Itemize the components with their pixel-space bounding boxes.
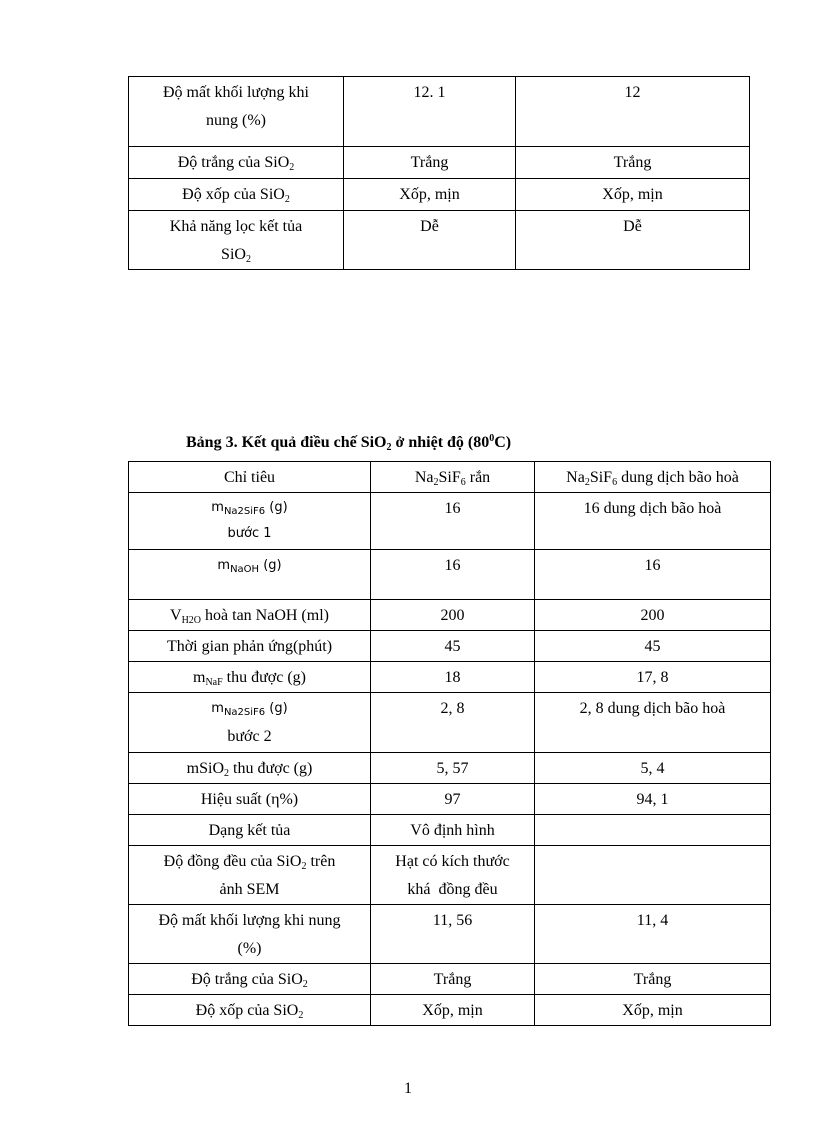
table-cell: 2, 8 bbox=[371, 693, 535, 753]
table-cell: Vô định hình bbox=[371, 815, 535, 846]
table-row bbox=[129, 211, 750, 270]
table-cell: 5, 57 bbox=[371, 753, 535, 784]
page-number: 1 bbox=[404, 1080, 412, 1097]
table-cell: Xốp, mịn bbox=[344, 179, 516, 211]
table-cell: Trắng bbox=[371, 964, 535, 995]
row-label: $m_{NaOH}$ (g) bbox=[129, 550, 371, 600]
table-row bbox=[129, 550, 771, 600]
table-cell: Xốp, mịn bbox=[516, 179, 750, 211]
row-label: $m_{Na2SiF6}$ (g) bước 2 bbox=[129, 693, 371, 753]
row-label: Độ xốp của SiO$_2$ bbox=[129, 995, 371, 1026]
table-cell bbox=[535, 846, 771, 905]
table-cell: 11, 56 bbox=[371, 905, 535, 964]
table-cell: 12 bbox=[516, 77, 750, 147]
table-cell: Xốp, mịn bbox=[535, 995, 771, 1026]
table-cell: 2, 8 dung dịch bão hoà bbox=[535, 693, 771, 753]
row-label: mSiO$_2$ thu được (g) bbox=[129, 753, 371, 784]
table-row bbox=[129, 753, 771, 784]
table-cell: Trắng bbox=[344, 147, 516, 179]
table-cell: 16 dung dịch bão hoà bbox=[535, 493, 771, 550]
results-table bbox=[128, 461, 771, 1026]
row-label: $m_{Na2SiF6}$ (g) bước 1 bbox=[129, 493, 371, 550]
table-cell: 16 bbox=[535, 550, 771, 600]
table-cell: 12. 1 bbox=[344, 77, 516, 147]
row-label: Độ trắng của SiO$_2$ bbox=[129, 964, 371, 995]
table-cell: Dễ bbox=[344, 211, 516, 270]
row-label: Độ trắng của SiO$_2$ bbox=[129, 147, 344, 179]
table-cell: 17, 8 bbox=[535, 662, 771, 693]
row-label: $V_{H2O}$ hoà tan NaOH (ml) bbox=[129, 600, 371, 631]
column-header: $Na_2SiF_6$ dung dịch bão hoà bbox=[535, 462, 771, 493]
table-row bbox=[129, 846, 771, 905]
table-cell: Xốp, mịn bbox=[371, 995, 535, 1026]
table-cell: 97 bbox=[371, 784, 535, 815]
table-continued bbox=[128, 76, 750, 270]
table-row bbox=[129, 179, 750, 211]
table-cell: Trắng bbox=[535, 964, 771, 995]
table-row bbox=[129, 815, 771, 846]
table-cell: Dễ bbox=[516, 211, 750, 270]
row-label: Độ mất khối lượng khi nung (%) bbox=[129, 77, 344, 147]
row-label: Độ đồng đều của SiO$_2$ trên ảnh SEM bbox=[129, 846, 371, 905]
table-row bbox=[129, 77, 750, 147]
row-label: Khả năng lọc kết tủa SiO$_2$ bbox=[129, 211, 344, 270]
table-row bbox=[129, 693, 771, 753]
table-cell: Hạt có kích thước khá đồng đều bbox=[371, 846, 535, 905]
row-label: $m_{NaF}$ thu được (g) bbox=[129, 662, 371, 693]
table-row bbox=[129, 784, 771, 815]
row-label: Độ mất khối lượng khi nung (%) bbox=[129, 905, 371, 964]
table-cell: 200 bbox=[371, 600, 535, 631]
table-cell: 45 bbox=[371, 631, 535, 662]
row-label: Độ xốp của SiO$_2$ bbox=[129, 179, 344, 211]
table-cell: 16 bbox=[371, 550, 535, 600]
row-label: Thời gian phản ứng(phút) bbox=[129, 631, 371, 662]
table-cell: 16 bbox=[371, 493, 535, 550]
table-cell: 200 bbox=[535, 600, 771, 631]
table-cell bbox=[535, 815, 771, 846]
row-label: Hiệu suất (η%) bbox=[129, 784, 371, 815]
table-cell: 11, 4 bbox=[535, 905, 771, 964]
table-row bbox=[129, 964, 771, 995]
table-cell: Trắng bbox=[516, 147, 750, 179]
table-row bbox=[129, 995, 771, 1026]
table-row bbox=[129, 600, 771, 631]
table-caption: Bảng 3. Kết quả điều chế SiO$_2$ ở nhiệt độ $(80^0C)$ bbox=[186, 433, 512, 453]
table-row bbox=[129, 147, 750, 179]
table-cell: 18 bbox=[371, 662, 535, 693]
table-row bbox=[129, 905, 771, 964]
column-header: $Na_2SiF_6$ rắn bbox=[371, 462, 535, 493]
table-cell: 5, 4 bbox=[535, 753, 771, 784]
row-label: Dạng kết tủa bbox=[129, 815, 371, 846]
table-header-row bbox=[129, 462, 771, 493]
table-cell: 94, 1 bbox=[535, 784, 771, 815]
table-row bbox=[129, 493, 771, 550]
column-header: Chỉ tiêu bbox=[129, 462, 371, 493]
table-row bbox=[129, 631, 771, 662]
table-cell: 45 bbox=[535, 631, 771, 662]
table-row bbox=[129, 662, 771, 693]
